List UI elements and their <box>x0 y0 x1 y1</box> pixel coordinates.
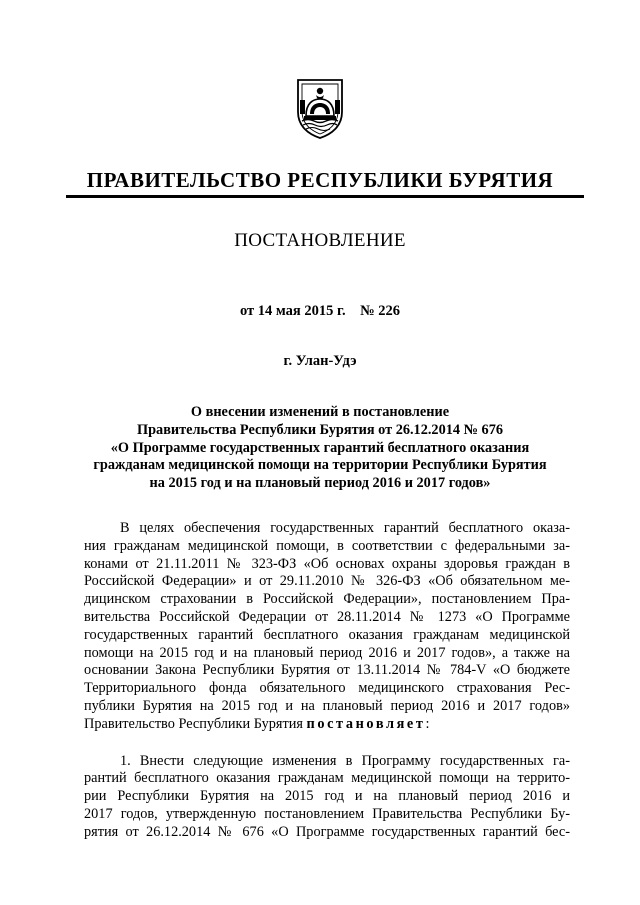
preamble-colon: : <box>425 715 430 732</box>
city: г. Улан-Удэ <box>283 353 357 369</box>
preamble-line: основании Закона Республики Бурятия от 13.11.2014 № 784-V «О бюджете <box>84 662 570 679</box>
item1-line: рии Республики Бурятия на 2015 год и на плановый период 2016 и <box>84 788 570 805</box>
preamble-line: помощи на 2015 год и на плановый период 2016 и 2017 годов», а также на <box>84 644 570 661</box>
preamble-line: Российской Федерации» и от 29.11.2010 № 326-ФЗ «Об обязательном ме- <box>84 573 570 590</box>
preamble-line: В целях обеспечения государственных гарантий бесплатного оказа- <box>120 520 570 536</box>
organization-title: ПРАВИТЕЛЬСТВО РЕСПУБЛИКИ БУРЯТИЯ <box>86 168 554 192</box>
preamble-line: ния гражданам медицинской помощи, в соответствии с федеральными за- <box>84 537 570 554</box>
preamble-line: вительства Российской Федерации от 28.11.2014 № 1273 «О Программе <box>84 608 570 625</box>
item1-line: 1. Внести следующие изменения в Программу государственных га- <box>120 752 570 769</box>
item1-line: 2017 годов, утвержденную постановлением Правительства Республики Бу- <box>84 805 570 822</box>
subject-line: Правительства Республики Бурятия от 26.12.2014 № 676 <box>136 421 503 438</box>
subject-line: на 2015 год и на плановый период 2016 и 2017 годов» <box>149 475 491 492</box>
preamble-line: конами от 21.11.2011 № 323-ФЗ «Об основах охраны здоровья граждан в <box>84 555 570 572</box>
subject-line: «О Программе государственных гарантий бесплатного оказания <box>110 439 530 456</box>
item1-line: рятия от 26.12.2014 № 676 «О Программе государственных гарантий бес- <box>84 823 570 840</box>
preamble-line: дицинском страховании в Российской Федерации», постановлением Пра- <box>84 591 570 608</box>
coat-of-arms-emblem <box>294 78 346 140</box>
preamble-line: Территориального фонда обязательного медицинского страхования Рес- <box>84 680 570 697</box>
preamble-line: публики Бурятия на 2015 год и на плановый период 2016 и 2017 годов» <box>84 697 570 714</box>
subject-line: О внесении изменений в постановление <box>190 404 450 420</box>
item1-line: рантий бесплатного оказания гражданам медицинской помощи на террито- <box>84 770 570 787</box>
paragraph-gap <box>84 734 570 753</box>
document-type: ПОСТАНОВЛЕНИЕ <box>234 230 406 251</box>
preamble-last-line <box>84 716 570 734</box>
date-and-number: от 14 мая 2015 г. № 226 <box>239 303 401 319</box>
decree-word: постановляет <box>306 715 426 732</box>
header-divider <box>66 195 584 198</box>
preamble-last-line-text: Правительство Республики Бурятия <box>84 715 307 732</box>
document-subject <box>0 404 640 493</box>
preamble-line: государственных гарантий бесплатного оказания гражданам медицинской <box>84 626 570 643</box>
document-body <box>84 520 570 842</box>
subject-line: гражданам медицинской помощи на территории Республики Бурятия <box>93 457 547 474</box>
